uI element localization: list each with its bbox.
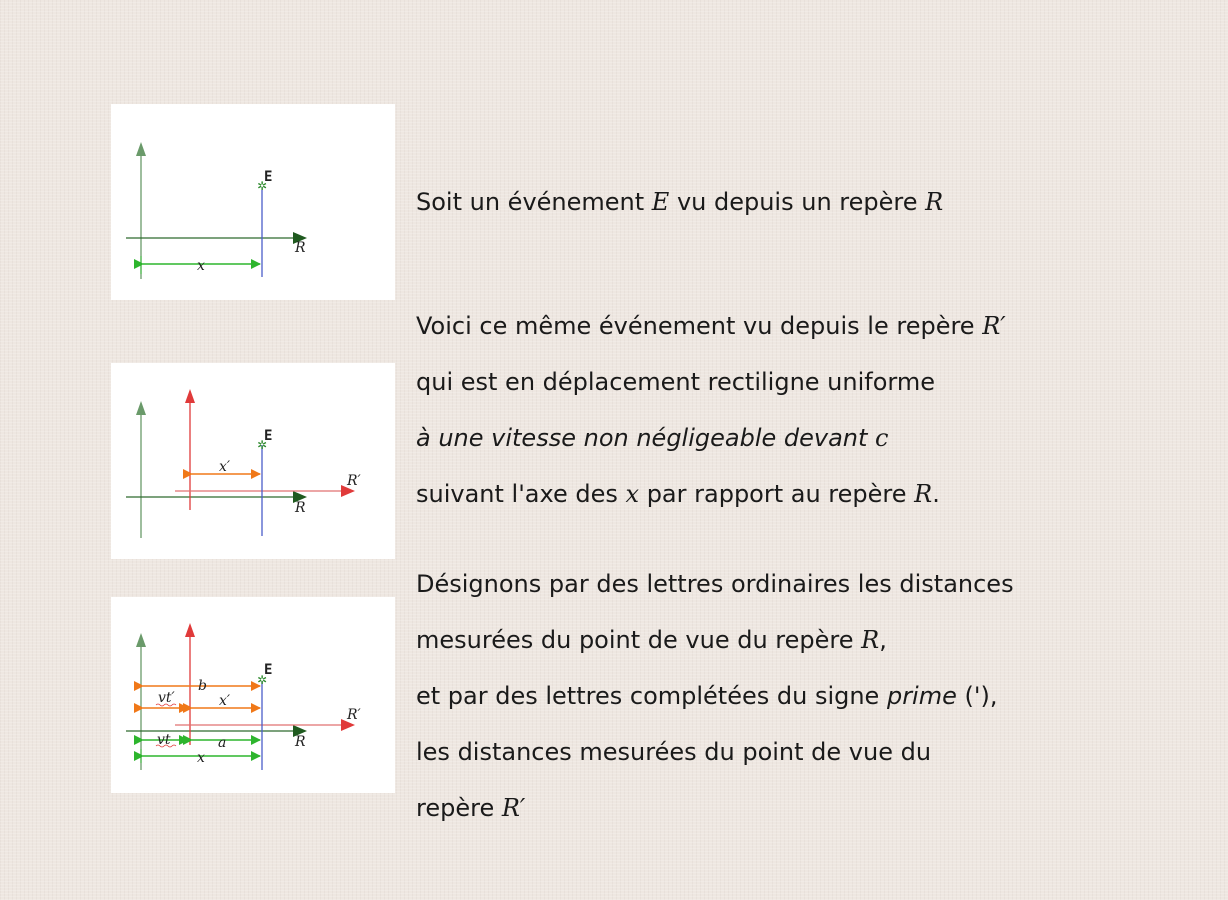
vt-prime-label: vt′ [158,690,175,706]
math-c: c [875,424,889,452]
text-line-7: mesurées du point de vue du repère R, [416,626,887,654]
r-prime-frame-label: R′ [347,473,361,489]
text-line-5: suivant l'axe des x par rapport au repère R. [416,480,940,508]
math-frame-R: R [861,626,880,654]
event-star-icon: ✲ [256,179,268,193]
math-x: x [625,480,640,508]
math-frame-R-prime: R′ [982,312,1006,340]
text-line-4: à une vitesse non négligeable devant c [416,424,889,452]
text-line-9: les distances mesurées du point de vue du [416,738,932,766]
math-frame-R-prime: R′ [501,794,526,822]
diagram-frame-r-prime [111,363,395,559]
text-line-10: repère R′ [416,794,526,822]
r-vertical-arrowhead [136,633,146,647]
r-vertical-arrowhead [136,401,146,415]
r-frame-label: R [295,240,306,256]
r-prime-vertical-arrowhead [185,389,195,403]
x-label: x [197,258,205,274]
math-E: E [651,188,670,216]
word-prime: prime [886,682,957,710]
text-line-2: Voici ce même événement vu depuis le repère R′ [416,312,1006,340]
vt-label: vt [157,732,171,748]
math-frame-R: R [925,188,944,216]
r-frame-label: R [295,734,306,750]
event-label: E [264,169,273,185]
text-line-6: Désignons par des lettres ordinaires les distances [416,570,1014,598]
math-frame-R: R [914,480,933,508]
figure-frame-r [111,104,395,300]
r-prime-vertical-arrowhead [185,623,195,637]
event-star-icon: ✲ [256,438,268,452]
x-label: x [197,750,205,766]
figure-frame-r-prime [111,363,395,559]
event-label: E [264,428,273,444]
diagram-distances [111,597,395,793]
figure-distances [111,597,395,793]
r-frame-label: R [295,500,306,516]
diagram-frame-r [111,104,395,300]
r-prime-frame-label: R′ [347,707,361,723]
event-label: E [264,662,273,678]
r-vertical-arrowhead [136,142,146,156]
text-line-8: et par des lettres complétées du signe prime ('), [416,682,998,710]
event-star-icon: ✲ [256,673,268,687]
b-label: b [198,678,207,694]
text-line-3: qui est en déplacement rectiligne uniforme [416,368,935,396]
text-line-1: Soit un événement E vu depuis un repère R [416,188,944,216]
a-label: a [218,735,227,751]
x-prime-label: x′ [219,459,231,475]
x-prime-label: x′ [219,693,231,709]
